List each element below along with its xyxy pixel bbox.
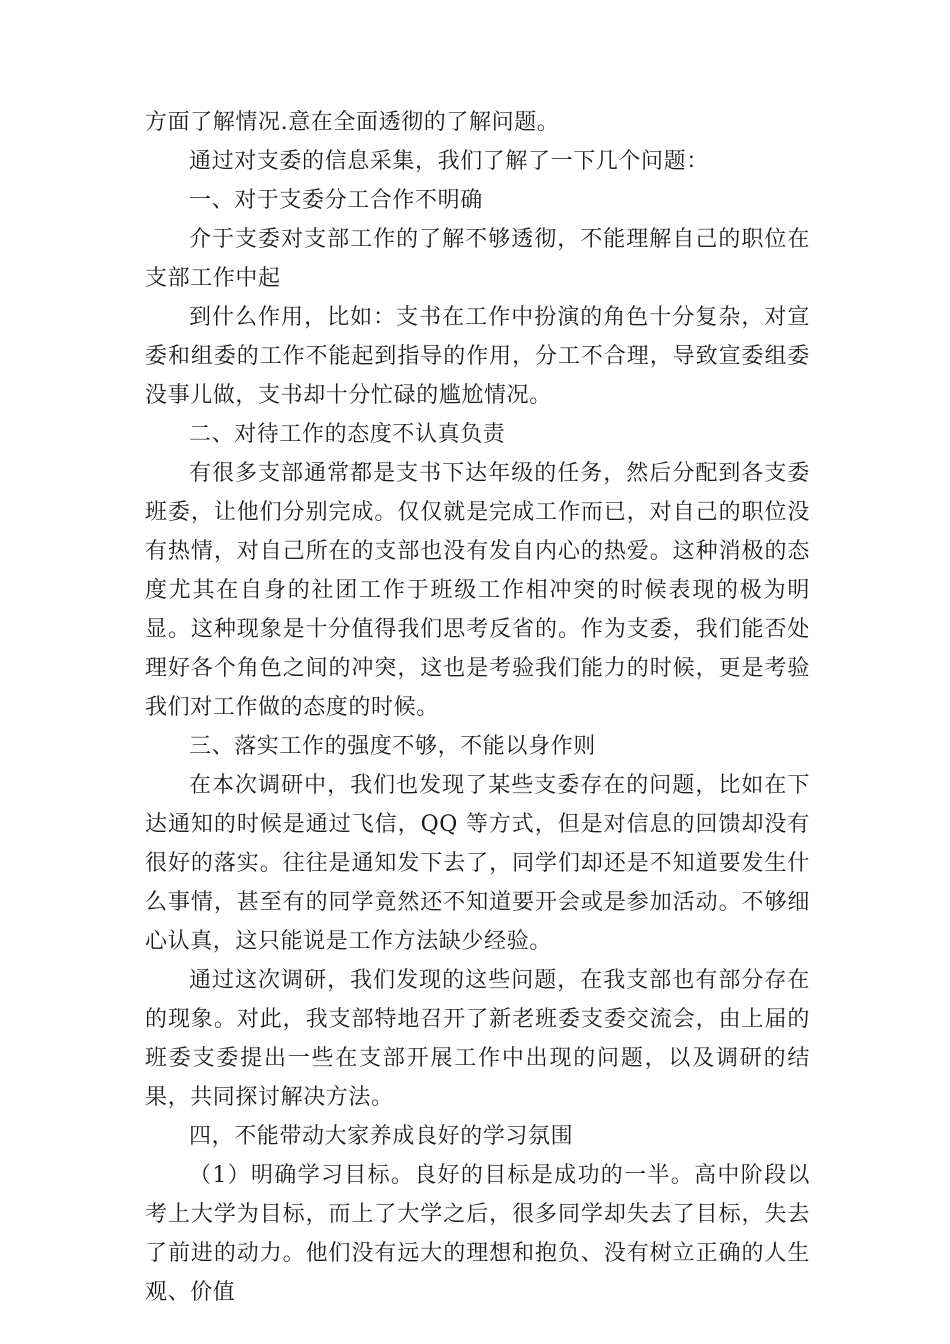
section-heading-1: 一、对于支委分工合作不明确 [189, 188, 483, 213]
section-heading-3: 三、落实工作的强度不够，不能以身作则 [189, 734, 596, 759]
paragraph-5: 有很多支部通常都是支书下达年级的任务，然后分配到各支委班委，让他们分别完成。仅仅就是完成工作而已，对自己的职位没有热情，对自己所在的支部也没有发自内心的热爱。这种消极的态度尤其在自身的社团工作于班级工作相冲突的时候表现的极为明显。这种现象是十分值得我们思考反省的。作为支委，我们能否处理好各个角色之间的冲突，这也是考验我们能力的时候，更是考验我们对工作做的态度的时候。 [145, 461, 810, 720]
paragraph-2: 通过对支委的信息采集，我们了解了一下几个问题： [189, 149, 709, 174]
paragraph-4: 到什么作用，比如：支书在工作中扮演的角色十分复杂，对宣委和组委的工作不能起到指导的作用，分工不合理，导致宣委组委没事儿做，支书却十分忙碌的尴尬情况。 [145, 305, 810, 408]
paragraph-3: 介于支委对支部工作的了解不够透彻，不能理解自己的职位在支部工作中起 [145, 227, 810, 291]
section-heading-2: 二、对待工作的态度不认真负责 [189, 422, 506, 447]
paragraph-7: 通过这次调研，我们发现的这些问题，在我支部也有部分存在的现象。对此，我支部特地召开了新老班委支委交流会，由上届的班委支委提出一些在支部开展工作中出现的问题，以及调研的结果，共同探讨解决方法。 [145, 968, 810, 1110]
paragraph-1: 方面了解情况.意在全面透彻的了解问题。 [145, 110, 560, 135]
document-page [145, 103, 810, 1312]
paragraph-6: 在本次调研中，我们也发现了某些支委存在的问题，比如在下达通知的时候是通过飞信，QQ 等方式，但是对信息的回馈却没有很好的落实。往往是通知发下去了，同学们却还是不知道要发生什么事情，甚至有的同学竟然还不知道要开会或是参加活动。不够细心认真，这只能说是工作方法缺少经验。 [145, 773, 810, 954]
paragraph-8: （1）明确学习目标。良好的目标是成功的一半。高中阶段以考上大学为目标，而上了大学之后，很多同学却失去了目标，失去了前进的动力。他们没有远大的理想和抱负、没有树立正确的人生观、价值 [145, 1163, 810, 1305]
section-heading-4: 四，不能带动大家养成良好的学习氛围 [189, 1124, 574, 1149]
